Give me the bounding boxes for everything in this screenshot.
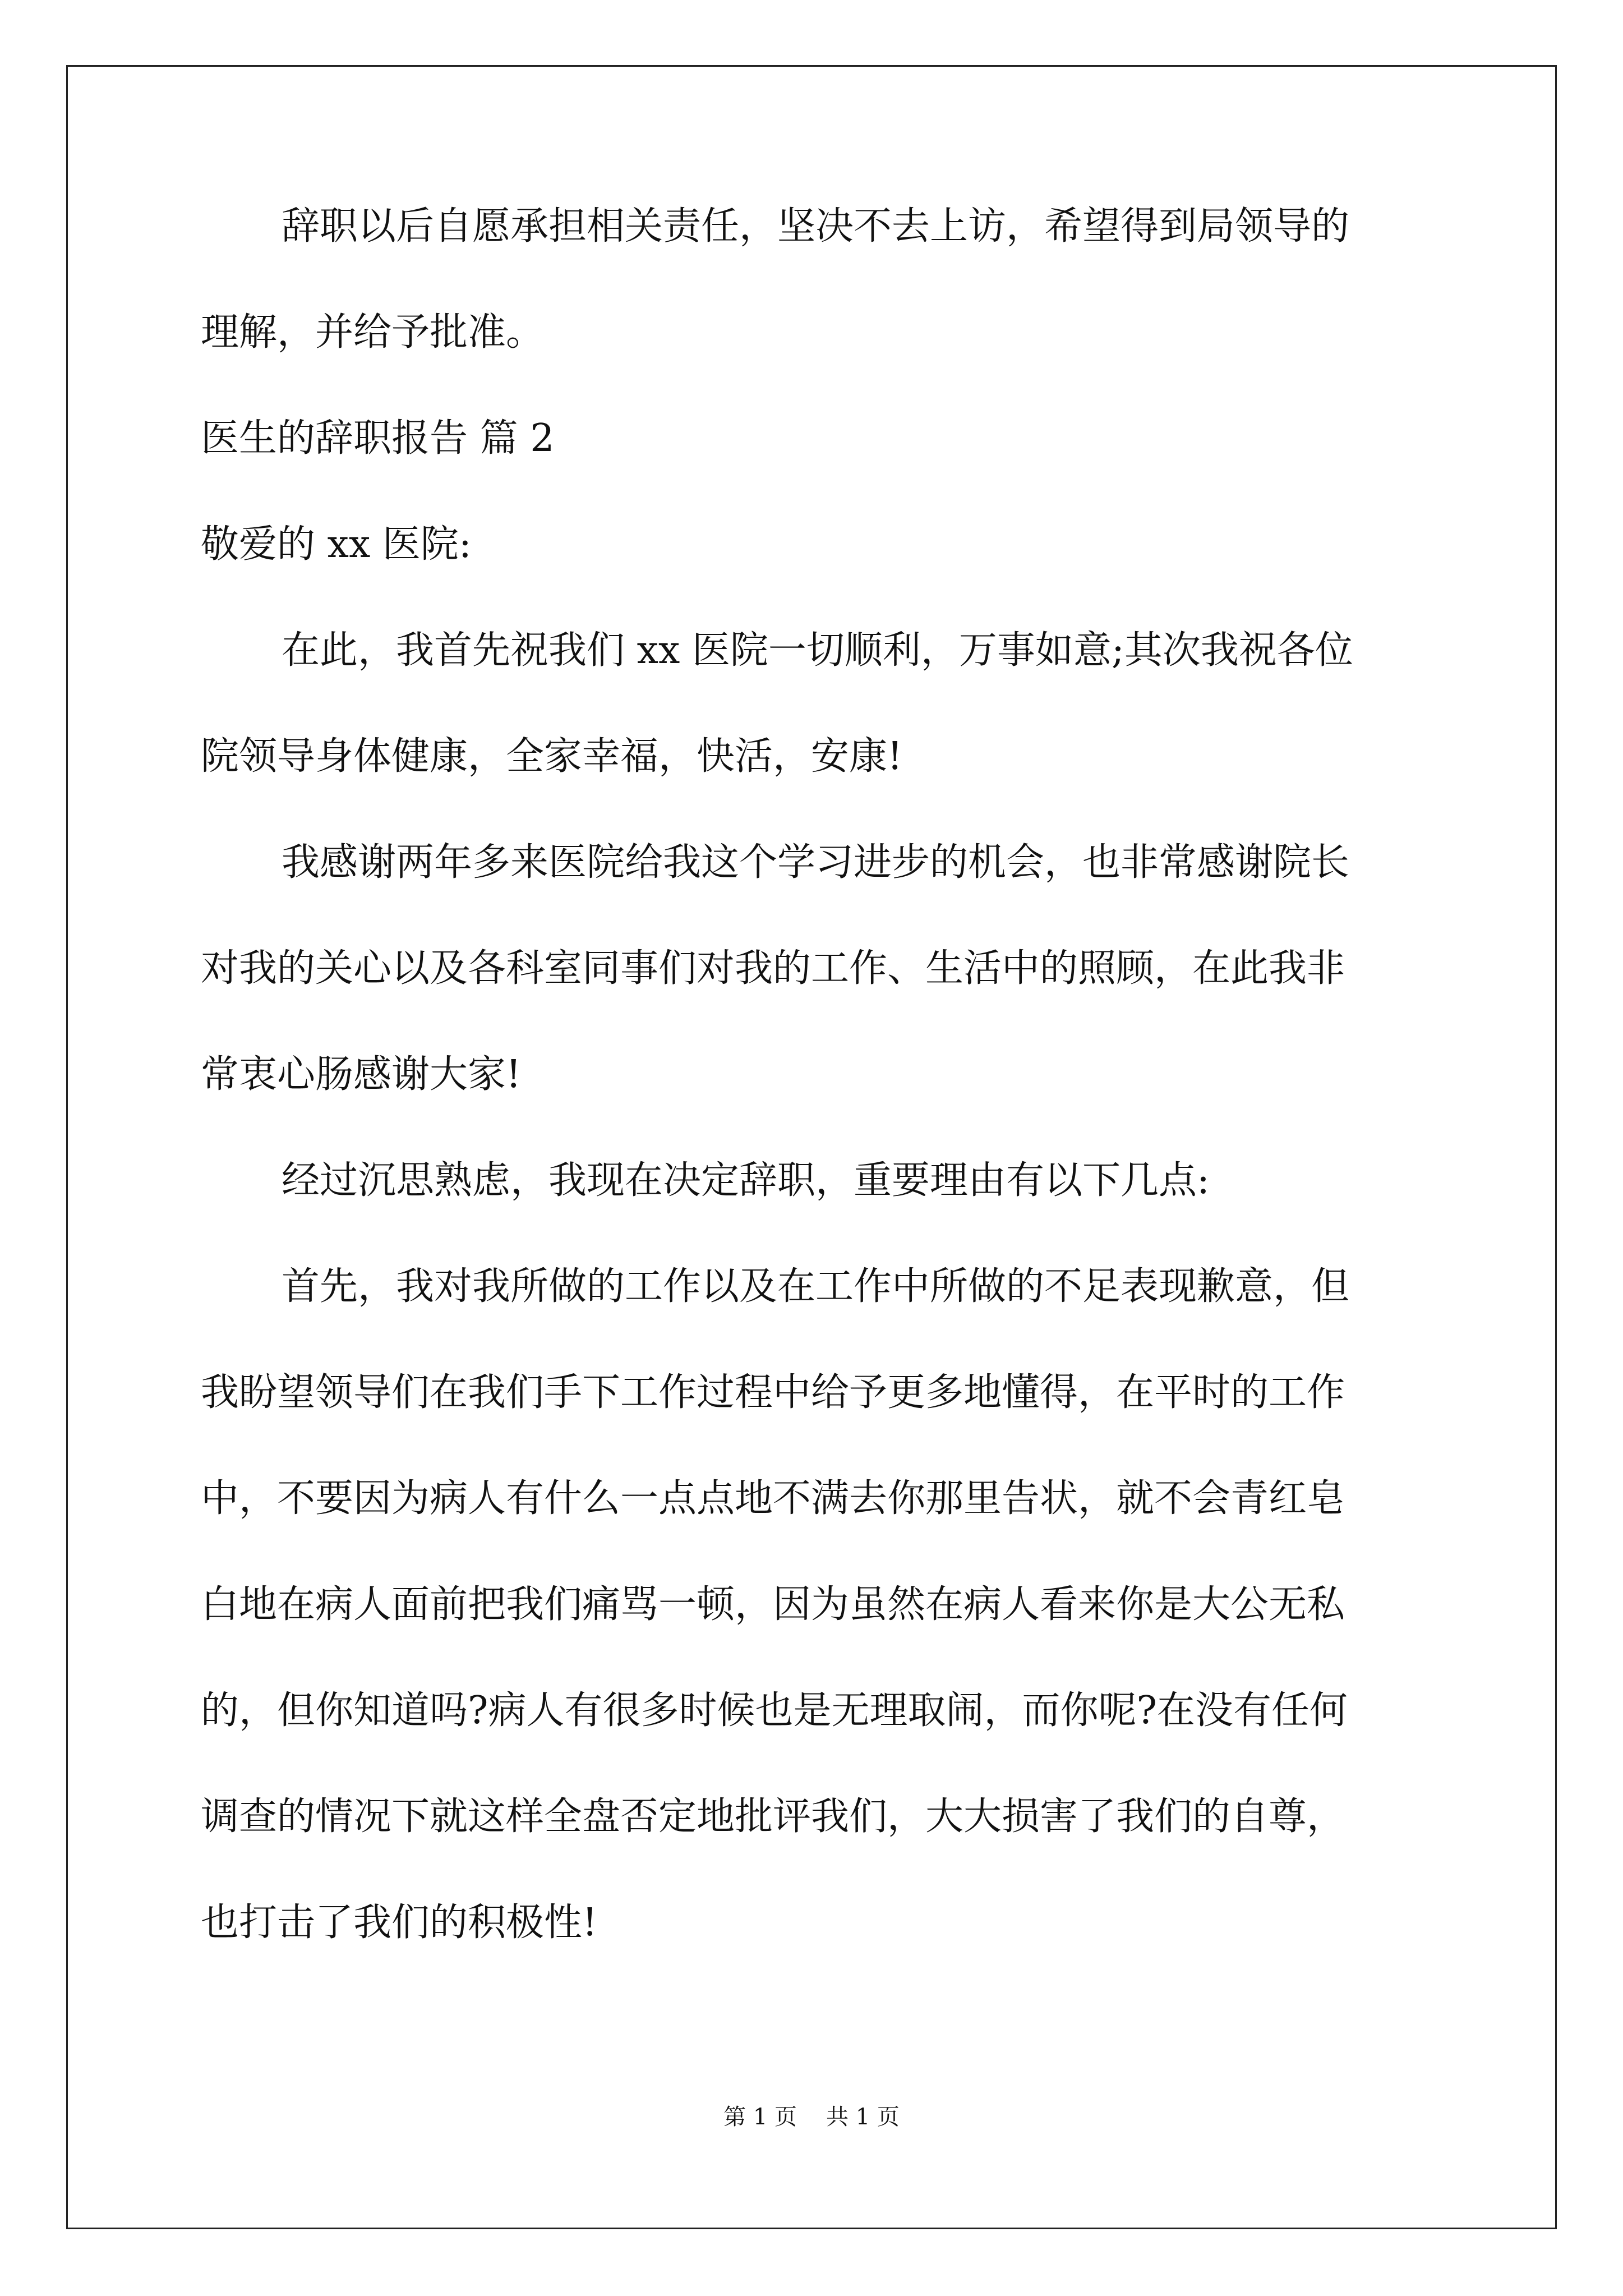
section-heading: 医生的辞职报告 篇 2: [201, 416, 555, 461]
paragraph-line: 对我的关心以及各科室同事们对我的工作、生活中的照顾，在此我非: [201, 946, 1345, 991]
paragraph-line: 中，不要因为病人有什么一点点地不满去你那里告状，就不会青红皂: [201, 1476, 1345, 1521]
paragraph-line: 经过沉思熟虑，我现在决定辞职，重要理由有以下几点:: [282, 1158, 1210, 1203]
page-footer: [0, 2101, 1623, 2133]
page-total: 共 1 页: [826, 2104, 900, 2130]
paragraph-line: 首先，我对我所做的工作以及在工作中所做的不足表现歉意，但: [282, 1264, 1350, 1309]
paragraph-line: 在此，我首先祝我们 xx 医院一切顺利，万事如意;其次我祝各位: [282, 628, 1353, 673]
paragraph-line: 我盼望领导们在我们手下工作过程中给予更多地懂得，在平时的工作: [201, 1370, 1345, 1415]
document-body: [201, 200, 1436, 2002]
salutation: 敬爱的 xx 医院:: [201, 522, 472, 567]
paragraph-line: 理解，并给予批准。: [201, 310, 545, 355]
paragraph-line: 辞职以后自愿承担相关责任，坚决不去上访，希望得到局领导的: [282, 204, 1350, 249]
paragraph-line: 院领导身体健康，全家幸福，快活，安康!: [201, 734, 903, 779]
paragraph-line: 也打击了我们的积极性!: [201, 1901, 598, 1945]
paragraph-line: 常衷心肠感谢大家!: [201, 1052, 522, 1097]
paragraph-line: 白地在病人面前把我们痛骂一顿，因为虽然在病人看来你是大公无私: [201, 1582, 1345, 1627]
paragraph-line: 调查的情况下就这样全盘否定地批评我们，大大损害了我们的自尊，: [201, 1795, 1345, 1839]
page-number: 第 1 页: [723, 2104, 797, 2130]
paragraph-line: 我感谢两年多来医院给我这个学习进步的机会，也非常感谢院长: [282, 840, 1350, 885]
paragraph-line: 的，但你知道吗?病人有很多时候也是无理取闹，而你呢?在没有任何: [201, 1688, 1348, 1733]
